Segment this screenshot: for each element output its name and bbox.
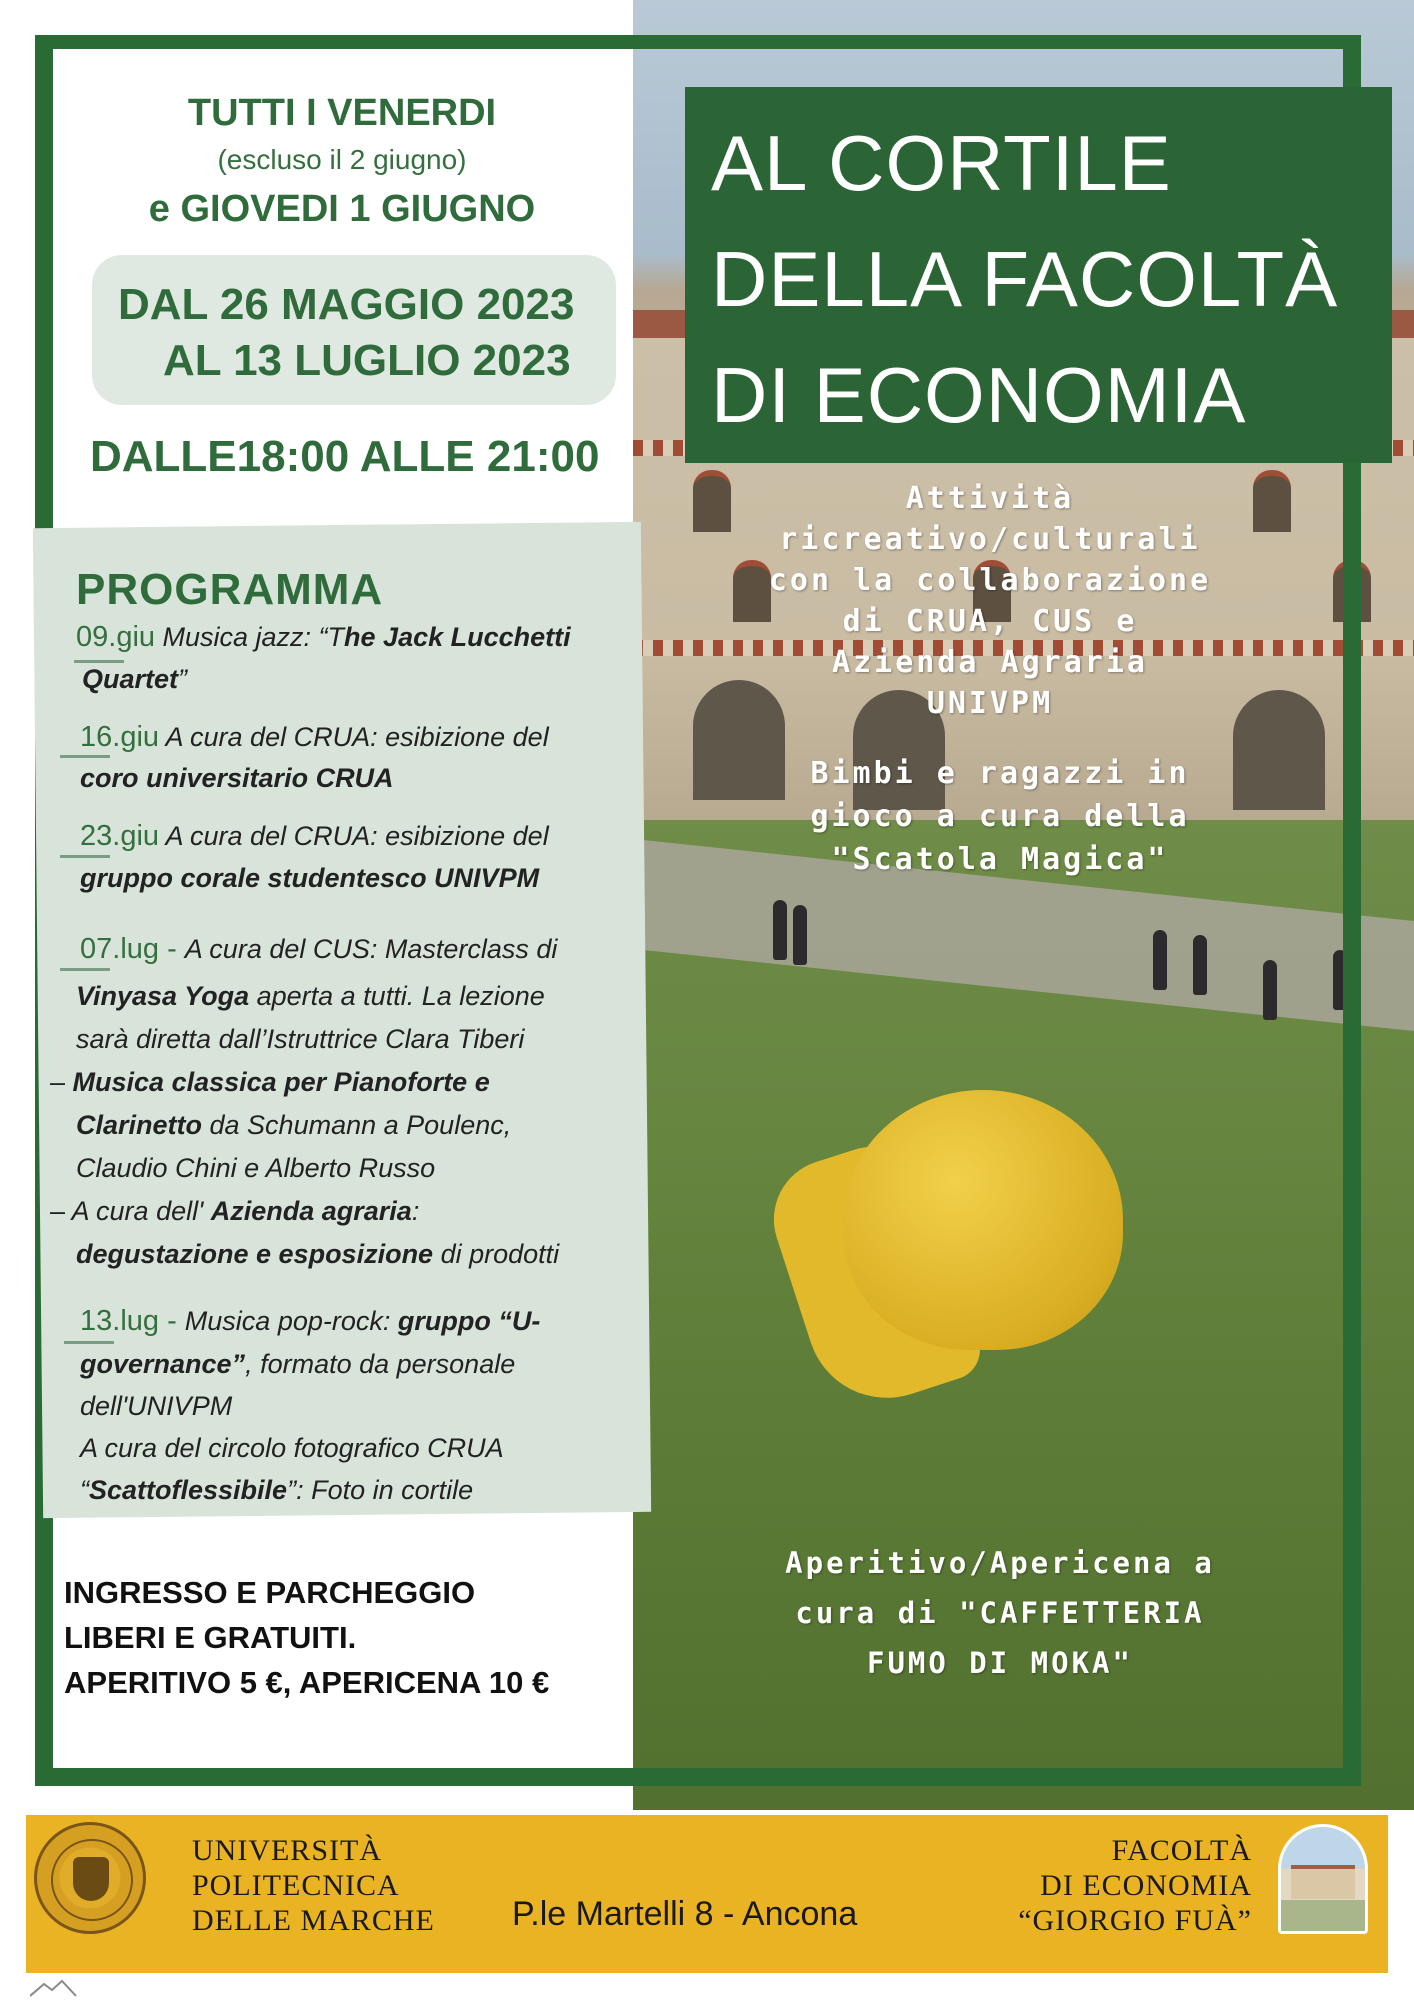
photo-person — [773, 900, 787, 960]
event-line — [80, 757, 640, 799]
entry-line: LIBERI E GRATUITI. — [64, 1620, 357, 1655]
university-line: POLITECNICA — [192, 1869, 400, 1902]
faculty-building-icon — [1278, 1824, 1368, 1934]
event-line — [80, 1300, 640, 1342]
event-text: A cura del circolo fotografico CRUA — [80, 1433, 504, 1463]
photo-window — [1333, 560, 1371, 622]
aperitivo-line: cura di "CAFFETTERIA — [795, 1596, 1205, 1630]
activities-line: UNIVPM — [926, 686, 1054, 721]
activities-text — [700, 478, 1280, 724]
event-text-bold: degustazione e esposizione — [76, 1239, 434, 1269]
activities-line: ricreativo/culturali — [779, 522, 1201, 557]
event-text: di prodotti — [433, 1239, 560, 1269]
event-separator: - — [159, 1305, 185, 1337]
event-dash: – — [50, 1196, 66, 1226]
photo-person — [1193, 935, 1207, 995]
photo-person — [1153, 930, 1167, 990]
entry-line: INGRESSO E PARCHEGGIO — [64, 1575, 476, 1610]
schedule-extra-day: e GIOVEDI 1 GIUGNO — [148, 188, 536, 230]
photo-person — [1263, 960, 1277, 1020]
university-name — [192, 1833, 435, 1938]
event-text: , formato da personale — [245, 1349, 516, 1379]
event-text-bold: gruppo “U- — [397, 1306, 541, 1336]
aperitivo-text — [720, 1538, 1280, 1688]
event-text: A cura del CRUA: esibizione del — [159, 821, 549, 851]
event-text-bold: Musica classica per Pianoforte e — [65, 1067, 490, 1097]
event-date: 09.giu — [76, 621, 156, 653]
event-text: A cura del CUS: Masterclass di — [184, 934, 558, 964]
seal-emblem — [73, 1857, 109, 1901]
activities-line: di CRUA, CUS e — [842, 604, 1138, 639]
event-text: : — [411, 1196, 420, 1226]
event-text: da Schumann a Poulenc, — [202, 1110, 512, 1140]
event-text: Musica jazz: “T — [155, 622, 345, 652]
aperitivo-line: FUMO DI MOKA" — [867, 1646, 1133, 1680]
date-range-start: DAL 26 MAGGIO 2023 — [118, 280, 575, 329]
kids-line: gioco a cura della — [810, 799, 1190, 834]
event-line — [76, 1147, 636, 1189]
event-separator: - — [159, 933, 185, 965]
activities-line: Attività — [905, 481, 1075, 516]
faculty-building-shape — [1291, 1865, 1355, 1899]
aperitivo-line: Aperitivo/Apericena a — [785, 1546, 1215, 1580]
event-text-bold: Azienda agraria — [210, 1196, 412, 1226]
university-seal-icon — [34, 1822, 146, 1934]
faculty-line: “GIORGIO FUÀ” — [1018, 1904, 1252, 1937]
faculty-line: DI ECONOMIA — [1040, 1869, 1252, 1902]
event-line — [76, 1018, 636, 1060]
photo-person — [1333, 950, 1347, 1010]
event-line — [80, 1385, 640, 1427]
event-text: ”: Foto in cortile — [287, 1475, 474, 1505]
faculty-line: FACOLTÀ — [1111, 1834, 1252, 1867]
event-text: Claudio Chini e Alberto Russo — [76, 1153, 436, 1183]
event-line — [50, 1190, 610, 1232]
event-text-bold: Vinyasa Yoga — [76, 981, 250, 1011]
address: P.le Martelli 8 - Ancona — [512, 1895, 858, 1933]
event-text-bold: gruppo corale studentesco UNIVPM — [80, 863, 540, 893]
activities-line: con la collaborazione — [768, 563, 1212, 598]
university-line: UNIVERSITÀ — [192, 1834, 382, 1867]
kids-text — [720, 752, 1280, 881]
event-dash: – — [50, 1067, 66, 1097]
event-text-bold: Clarinetto — [76, 1110, 203, 1140]
event-text-bold: he Jack Lucchetti — [344, 622, 571, 652]
event-line — [80, 857, 640, 899]
event-line — [80, 928, 640, 970]
event-line — [76, 1104, 636, 1146]
kids-line: Bimbi e ragazzi in — [810, 756, 1190, 791]
event-line — [80, 1469, 640, 1511]
event-line — [50, 1061, 610, 1103]
entry-info — [64, 1570, 549, 1705]
program-heading: PROGRAMMA — [76, 565, 384, 614]
event-text-bold: Quartet — [82, 664, 179, 694]
title-line: DI ECONOMIA — [711, 351, 1247, 439]
event-date: 16.giu — [80, 721, 160, 753]
activities-line: Azienda Agraria — [832, 645, 1148, 680]
event-text: A cura del CRUA: esibizione del — [159, 722, 549, 752]
event-line — [82, 658, 642, 700]
date-range-end: AL 13 LUGLIO 2023 — [163, 336, 571, 385]
title-line: AL CORTILE — [711, 119, 1172, 207]
photo-person — [793, 905, 807, 965]
event-line — [80, 1343, 640, 1385]
event-text: dell'UNIVPM — [80, 1391, 233, 1421]
event-line — [80, 815, 640, 857]
title-box — [685, 87, 1392, 463]
event-text: A cura dell' — [65, 1196, 211, 1226]
schedule-days: TUTTI I VENERDI — [187, 92, 497, 134]
event-text: “ — [80, 1475, 89, 1505]
event-text: sarà diretta dall’Istruttrice Clara Tiberi — [76, 1024, 525, 1054]
event-line — [80, 716, 640, 758]
event-text-bold: governance” — [80, 1349, 246, 1379]
event-text: ” — [178, 664, 188, 694]
kids-line: "Scatola Magica" — [831, 842, 1169, 877]
entry-line: APERITIVO 5 €, APERICENA 10 € — [64, 1665, 550, 1700]
event-text-bold: Scattoflessibile — [89, 1475, 288, 1505]
event-text: Musica pop-rock: — [184, 1306, 398, 1336]
event-date: 13.lug — [80, 1305, 160, 1337]
event-text: aperta a tutti. La lezione — [249, 981, 545, 1011]
event-date: 07.lug — [80, 933, 160, 965]
mountain-icon — [30, 1978, 90, 1998]
title-line: DELLA FACOLTÀ — [711, 235, 1339, 323]
event-text-bold: coro universitario CRUA — [80, 763, 394, 793]
event-line — [80, 1427, 640, 1469]
event-line — [76, 1233, 636, 1275]
schedule-exclusion: (escluso il 2 giugno) — [217, 144, 467, 175]
university-line: DELLE MARCHE — [192, 1904, 435, 1937]
event-line — [76, 616, 636, 658]
snail-sculpture-shell — [843, 1090, 1123, 1350]
time-range: DALLE18:00 ALLE 21:00 — [90, 432, 600, 481]
event-line — [76, 975, 636, 1017]
event-date: 23.giu — [80, 820, 160, 852]
faculty-name — [1018, 1833, 1252, 1938]
